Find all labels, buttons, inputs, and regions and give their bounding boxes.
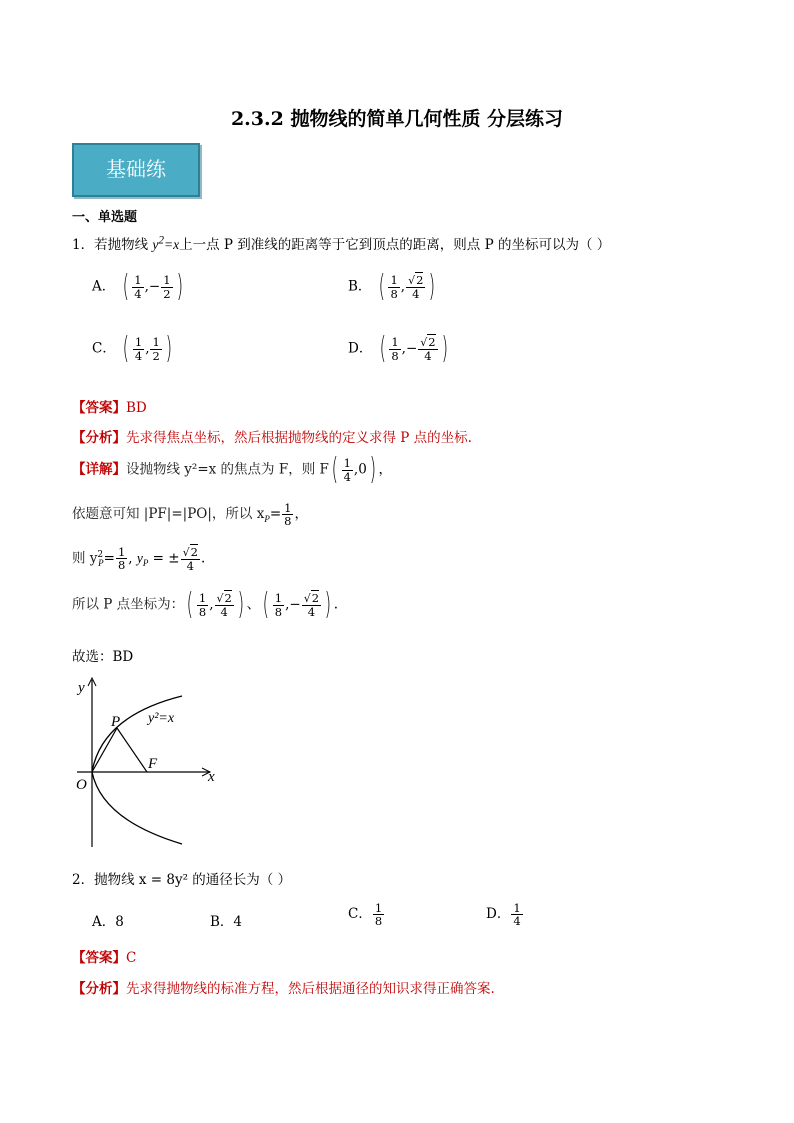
- paren-right: ): [176, 269, 183, 304]
- paren-left: (: [262, 587, 270, 622]
- option-letter: D．: [486, 906, 511, 923]
- answer-line: [72, 396, 147, 416]
- question-2: [72, 868, 291, 888]
- fraction: $\frac{1}{4}$: [343, 456, 351, 484]
- detail-text: 设抛物线 y²=x 的焦点为 F，则 F: [126, 461, 329, 478]
- segment-pf: [117, 728, 147, 772]
- origin-label: O: [76, 777, 87, 793]
- question-number: 2．: [72, 872, 95, 888]
- q2-option-b[interactable]: B．4: [210, 914, 243, 930]
- detail-text: 依题意可知 |PF|=|PO|，所以 x: [72, 506, 265, 523]
- fraction: $\frac{√2}{4}$: [303, 591, 320, 619]
- fraction: $\frac{√2}{4}$: [216, 591, 232, 619]
- paren-left: (: [378, 269, 385, 304]
- fraction: $\frac{1}{8}$: [198, 591, 207, 619]
- paren-right: ): [441, 331, 448, 366]
- point-f-label: F: [148, 756, 158, 772]
- analysis-label: 【分析】: [72, 981, 126, 997]
- fraction: $\frac{1}{2}$: [163, 273, 171, 301]
- question-text: 若抛物线: [94, 237, 149, 253]
- detail-line-1: 【详解】设抛物线 y²=x 的焦点为 F，则 F( $\frac{1}{4}$ ,0) ，: [72, 452, 393, 487]
- option-c[interactable]: C． ( $\frac{1}{4}$ , $\frac{1}{2}$ ): [92, 331, 172, 366]
- fraction: $\frac{1}{8}$: [391, 335, 399, 363]
- q2-answer-line: [72, 946, 136, 966]
- paren-right: ): [324, 587, 332, 622]
- paren-left: (: [186, 587, 194, 622]
- detail-line-3: 则 $y^2_P=$ $\frac{1}{8}$ , $y_P$ = ± $\frac{√2}{4}$ .: [72, 545, 206, 573]
- analysis-text: 先求得抛物线的标准方程，然后根据通径的知识求得正确答案.: [126, 981, 495, 997]
- option-a[interactable]: A． ( $\frac{1}{4}$ ,− $\frac{1}{2}$ ): [92, 269, 183, 304]
- section-tag: 基础练: [72, 143, 200, 197]
- fraction: $\frac{1}{8}$: [117, 545, 126, 573]
- segment-po: [92, 728, 117, 772]
- fraction: $\frac{1}{8}$: [390, 273, 398, 301]
- fraction: $\frac{1}{4}$: [134, 335, 143, 363]
- paren-right: ): [237, 587, 244, 622]
- analysis-text: 先求得焦点坐标，然后根据抛物线的定义求得 P 点的坐标.: [126, 430, 472, 446]
- option-b[interactable]: B． ( $\frac{1}{8}$ , $\frac{√2}{4}$ ): [348, 269, 436, 304]
- paren-left: (: [331, 452, 338, 487]
- paren-right: ): [429, 269, 436, 304]
- paren-right: ): [165, 331, 172, 366]
- detail-line-4: 所以 P 点坐标为：( $\frac{1}{8}$ , $\frac{√2}{4}$ ) 、( $\frac{1}{8}$ ,− $\frac{√2}{4}$ ) .: [72, 587, 339, 622]
- conclusion: 故选：BD: [72, 649, 134, 665]
- y-label: y: [78, 680, 85, 696]
- curve-label: y²=x: [148, 711, 175, 726]
- answer-value: BD: [126, 400, 147, 416]
- option-letter: D．: [348, 340, 373, 357]
- equation: $y^2=x$: [152, 234, 180, 252]
- answer-value: C: [126, 950, 137, 966]
- analysis-label: 【分析】: [72, 430, 126, 446]
- page-title: 2.3.2 抛物线的简单几何性质 分层练习: [230, 108, 564, 130]
- question-number: 1．: [72, 237, 95, 253]
- fraction: $\frac{√2}{4}$: [182, 545, 198, 573]
- x-label: x: [208, 769, 215, 785]
- option-letter: C．: [92, 340, 116, 357]
- parabola-diagram: [62, 672, 232, 852]
- fraction: $\frac{1}{8}$: [374, 901, 383, 929]
- option-d[interactable]: D． ( $\frac{1}{8}$ ,− $\frac{√2}{4}$ ): [348, 331, 448, 366]
- detail-text: 则 y: [72, 550, 98, 567]
- paren-left: (: [122, 331, 130, 366]
- option-letter: C．: [348, 906, 372, 923]
- answer-label: 【答案】: [72, 400, 126, 416]
- fraction: $\frac{1}{4}$: [134, 273, 142, 301]
- analysis-line: [72, 426, 472, 446]
- point-p-label: P: [111, 714, 121, 730]
- fraction: $\frac{√2}{4}$: [408, 273, 424, 301]
- q2-option-c[interactable]: [348, 902, 385, 927]
- section-heading: 一、单选题: [72, 210, 138, 225]
- option-letter: A．: [92, 278, 116, 295]
- paren-left: (: [122, 269, 129, 304]
- q2-analysis-line: [72, 977, 495, 997]
- detail-label: 【详解】: [72, 461, 126, 478]
- q2-option-d[interactable]: [486, 902, 524, 927]
- question-text: 抛物线 x = 8y² 的通径长为（ ）: [94, 872, 292, 888]
- fraction: $\frac{1}{4}$: [513, 901, 521, 929]
- detail-text: 所以 P 点坐标为：: [72, 596, 185, 613]
- question-1: [72, 233, 610, 253]
- fraction: $\frac{1}{2}$: [152, 335, 160, 363]
- detail-line-2: 依题意可知 |PF|=|PO|，所以 $x_P=$ $\frac{1}{8}$ ，: [72, 501, 308, 529]
- fraction: $\frac{√2}{4}$: [420, 335, 436, 363]
- fraction: $\frac{1}{8}$: [274, 591, 283, 619]
- q2-option-a[interactable]: A．8: [92, 914, 124, 930]
- paren-right: ): [369, 452, 376, 487]
- option-letter: B．: [348, 278, 372, 295]
- paren-left: (: [379, 331, 386, 366]
- question-text-suffix: 上一点 P 到准线的距离等于它到顶点的距离，则点 P 的坐标可以为（ ）: [179, 237, 611, 253]
- answer-label: 【答案】: [72, 950, 126, 966]
- fraction: $\frac{1}{8}$: [284, 501, 292, 529]
